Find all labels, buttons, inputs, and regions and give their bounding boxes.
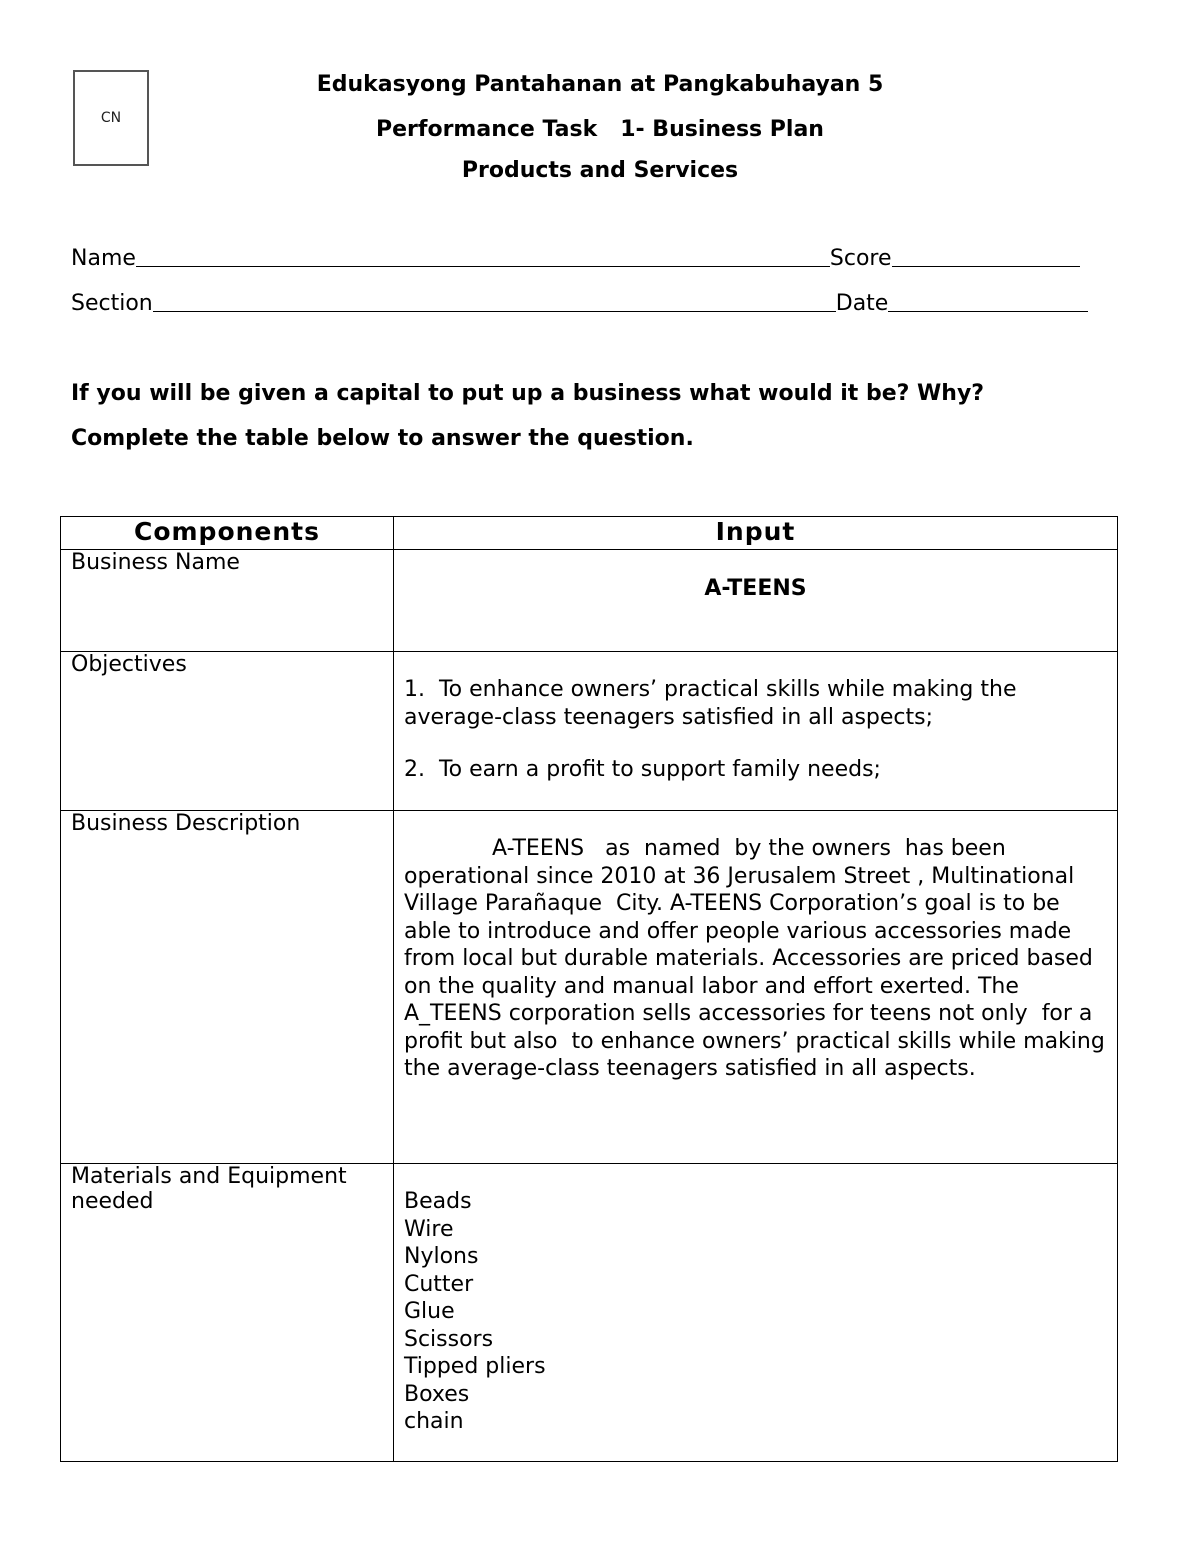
description-label: Business Description bbox=[61, 811, 394, 1164]
materials-value bbox=[394, 1164, 1118, 1462]
table-row bbox=[61, 811, 1118, 1164]
list-item: Glue bbox=[404, 1299, 455, 1324]
table-row bbox=[61, 550, 1118, 652]
table-row bbox=[61, 652, 1118, 811]
business-name-value: A-TEENS bbox=[394, 550, 1118, 652]
task-subtitle: Products and Services bbox=[461, 158, 739, 183]
objective-item: 2. To earn a profit to support family needs; bbox=[404, 757, 881, 782]
score-label: Score bbox=[829, 246, 892, 271]
section-field[interactable] bbox=[71, 289, 1088, 316]
list-item: Nylons bbox=[404, 1244, 479, 1269]
date-line[interactable] bbox=[888, 289, 1088, 312]
list-item: chain bbox=[404, 1409, 464, 1434]
materials-label: Materials and Equipment needed bbox=[61, 1164, 394, 1462]
date-label: Date bbox=[835, 291, 889, 316]
business-name-label: Business Name bbox=[61, 550, 394, 652]
table-row bbox=[61, 1164, 1118, 1462]
name-line[interactable] bbox=[136, 244, 830, 267]
list-item: Tipped pliers bbox=[404, 1354, 546, 1379]
business-plan-table bbox=[60, 516, 1118, 1462]
description-value bbox=[394, 811, 1118, 1164]
header-input: Input bbox=[394, 517, 1118, 550]
name-field[interactable] bbox=[71, 244, 1080, 271]
subject-title: Edukasyong Pantahanan at Pangkabuhayan 5 bbox=[316, 72, 884, 97]
score-line[interactable] bbox=[892, 244, 1080, 267]
objective-item: 1. To enhance owners’ practical skills while making the average-class teenagers satisfied in all aspects; bbox=[404, 677, 1024, 730]
objectives-value bbox=[394, 652, 1118, 811]
cn-label: CN bbox=[100, 110, 122, 126]
list-item: Cutter bbox=[404, 1271, 474, 1297]
list-item: Scissors bbox=[404, 1326, 494, 1352]
list-item: Boxes bbox=[404, 1381, 470, 1407]
list-item: Wire bbox=[404, 1216, 454, 1242]
header-components: Components bbox=[61, 517, 394, 550]
table-header-row bbox=[61, 517, 1118, 550]
task-title: Performance Task 1- Business Plan bbox=[376, 117, 824, 142]
section-label: Section bbox=[71, 291, 153, 316]
name-label: Name bbox=[71, 246, 136, 271]
question-line-1: If you will be given a capital to put up a business what would it be? Why? bbox=[71, 381, 985, 406]
question-line-2: Complete the table below to answer the question. bbox=[71, 426, 694, 451]
section-line[interactable] bbox=[153, 289, 836, 312]
description-text: A-TEENS as named by the owners has been operational since 2010 at 36 Jerusalem Street , Multinational Village Parañaque City. A-TEENS Corporation’s goal is to be able to introduce and offer people various accessories made from local but durable materials. Accessories are priced based on the quality and manual labor and effort exerted. The A_TEENS corporation sells accessories for teens not only for a profit but also to enhance owners’ practical skills while making the average-class teenagers satisfied in all aspects. bbox=[404, 836, 1112, 1081]
list-item: Beads bbox=[404, 1189, 472, 1214]
objectives-label: Objectives bbox=[61, 652, 394, 811]
